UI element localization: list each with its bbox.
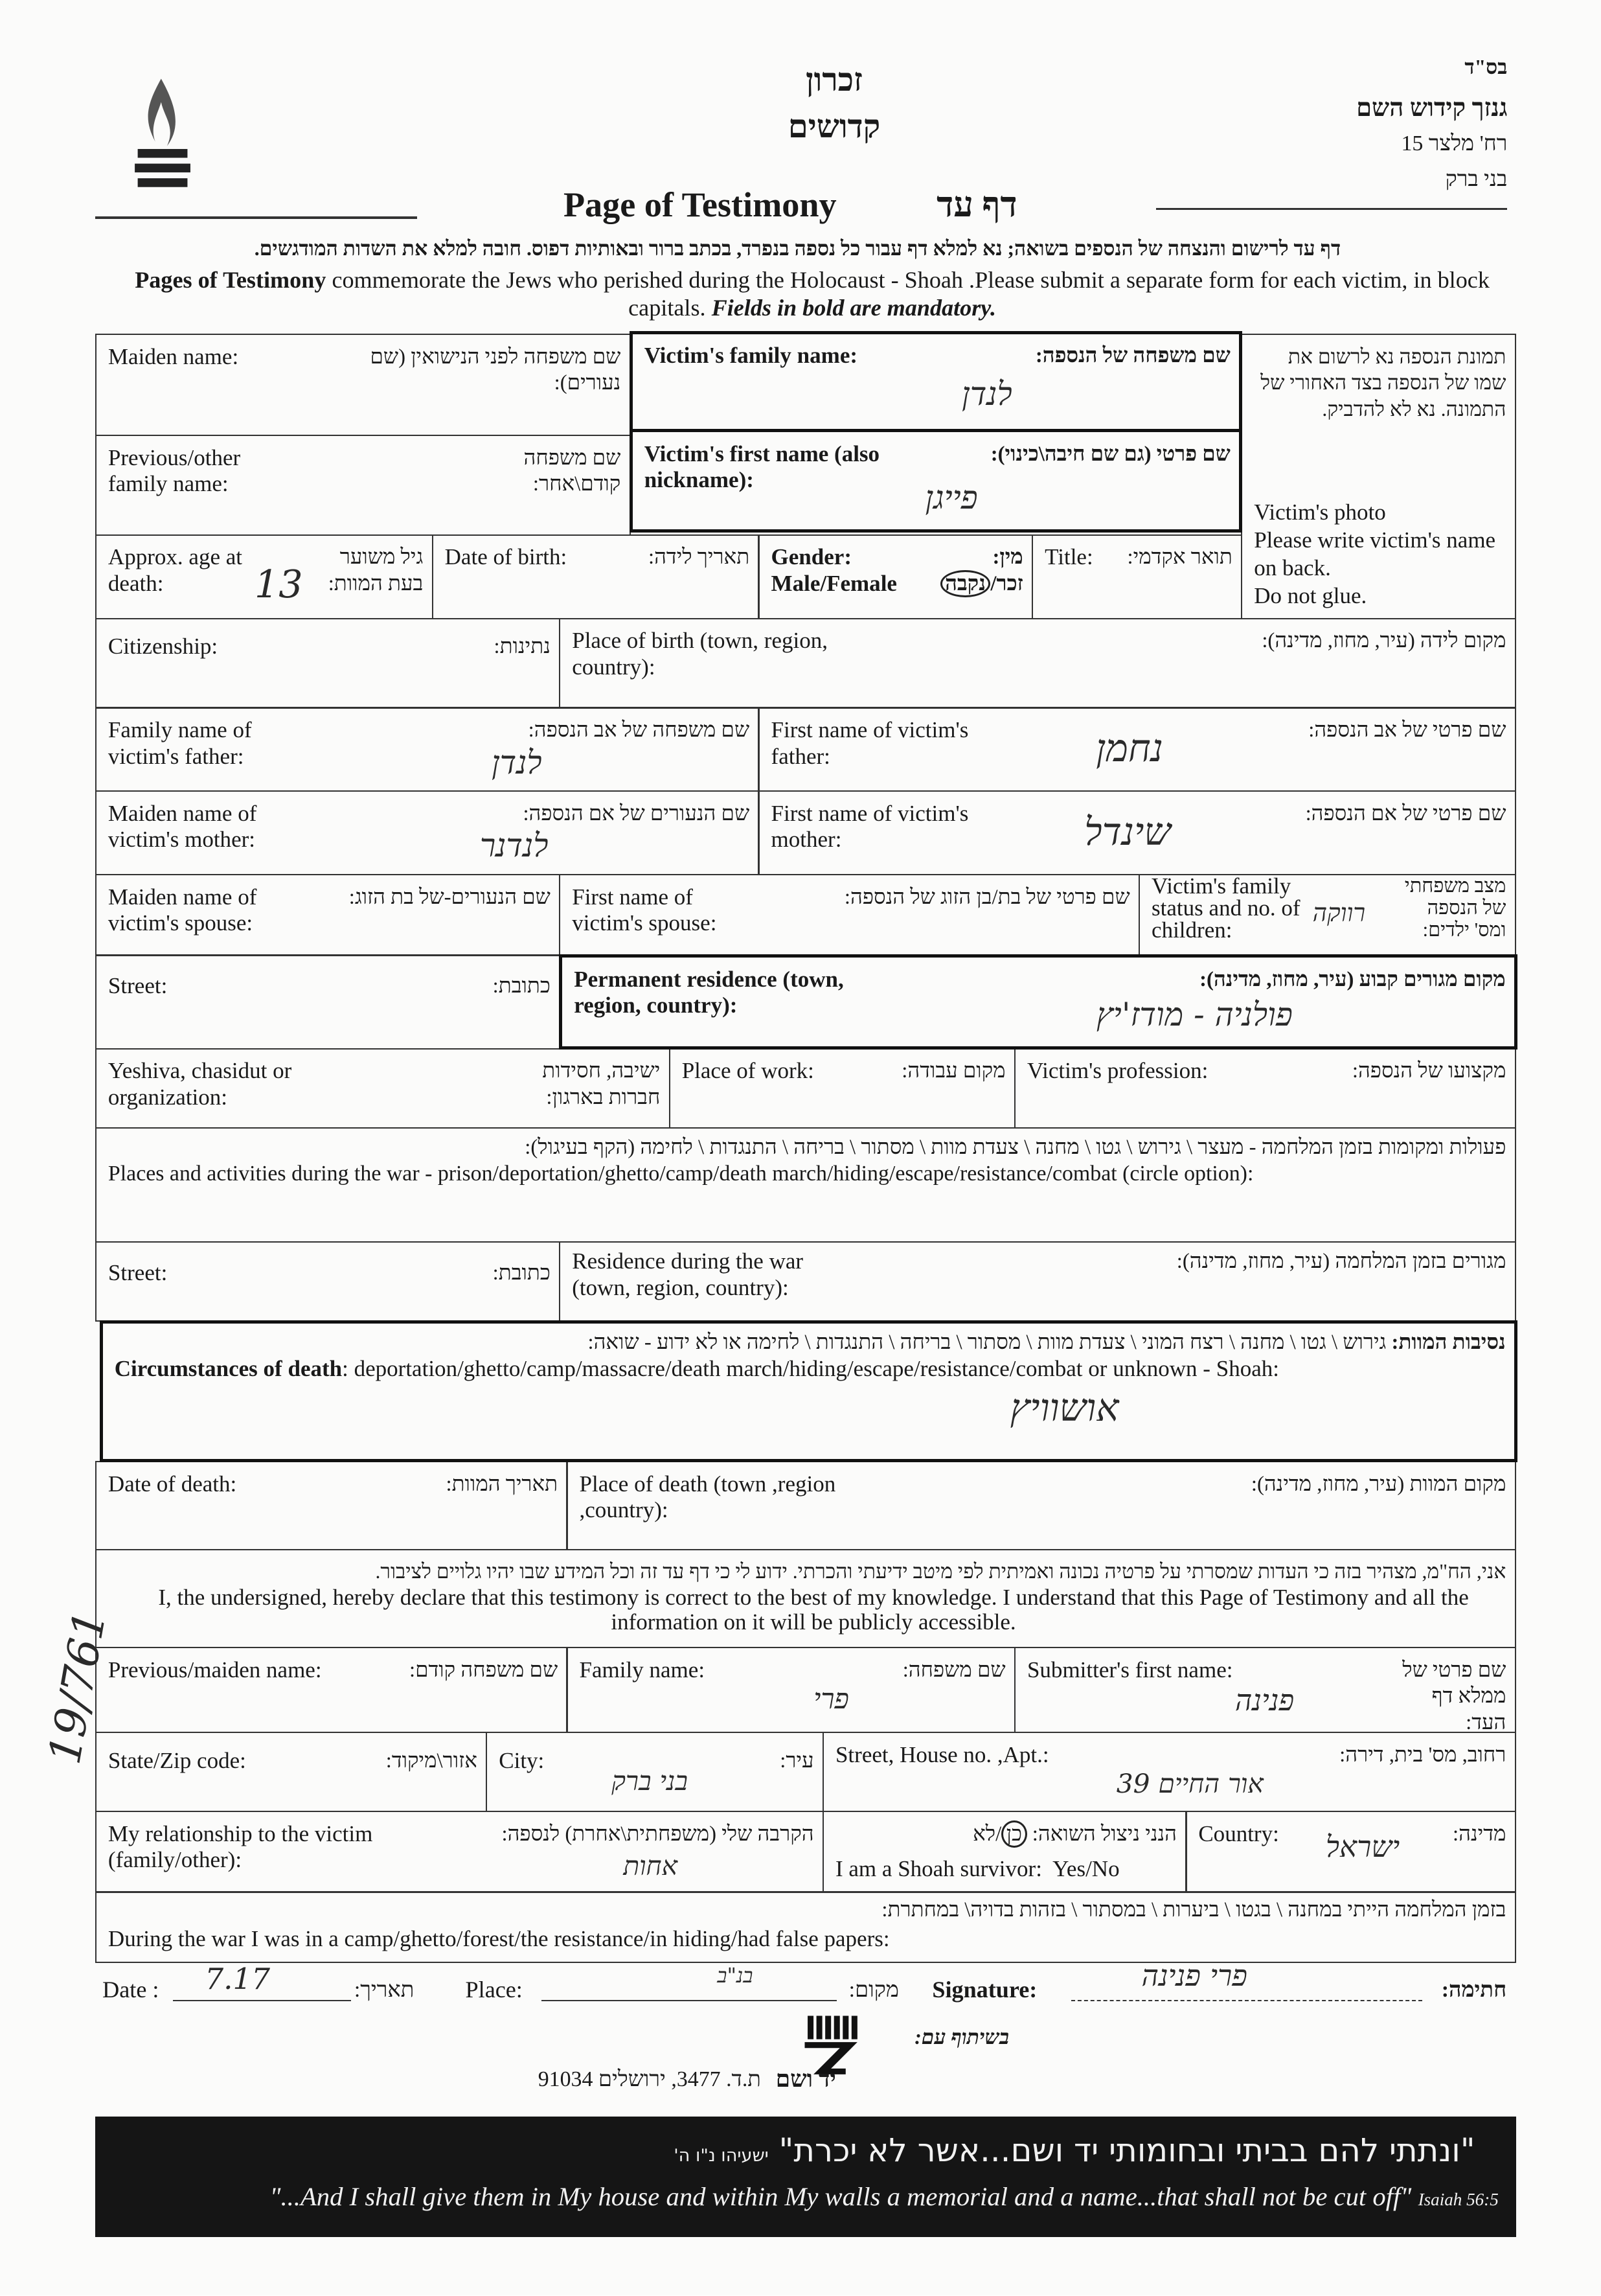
citizenship-field[interactable] <box>95 618 561 709</box>
gender-field[interactable] <box>758 534 1033 619</box>
mother-maiden-name-field[interactable] <box>95 790 760 875</box>
gender-female-option-circled[interactable]: נקבה <box>940 570 991 597</box>
org-city: בני ברק <box>1445 166 1508 191</box>
label-en: Victim's family name: <box>644 343 858 369</box>
label-en: Street: <box>108 1260 168 1286</box>
intro-en <box>109 266 1514 322</box>
divider <box>95 216 417 218</box>
city-field[interactable] <box>486 1732 824 1812</box>
label-he: נתינות: <box>494 635 551 659</box>
handwritten-value: נחמן <box>1096 726 1163 771</box>
label-en-options: : deportation/ghetto/camp/massacre/death march/hiding/escape/resistance/combat or unknown - Shoah: <box>342 1355 1279 1381</box>
handwritten-value: פרי <box>813 1683 849 1716</box>
signature-value: פרי פנינה <box>1141 1958 1247 1993</box>
label-he: מדינה: <box>1453 1822 1506 1846</box>
label-he: מקום מגורים קבוע (עיר, מחוז, מדינה): <box>1199 967 1506 991</box>
label-en: Previous/maiden name: <box>108 1657 322 1682</box>
place-value: בנ"ב <box>717 1964 753 1988</box>
label-he: מקום לידה (עיר, מחוז, מדינה): <box>1262 629 1506 653</box>
submitter-street-field[interactable] <box>823 1732 1516 1812</box>
date-line[interactable] <box>173 2000 352 2001</box>
date-of-birth-field[interactable] <box>432 534 760 619</box>
profession-field[interactable] <box>1014 1048 1516 1129</box>
state-zip-field[interactable] <box>95 1732 488 1812</box>
country-field[interactable] <box>1185 1811 1516 1893</box>
label-en: Places and activities during the war - prison/deportation/ghetto/camp/death march/hiding/escape/resistance/combat (circle option): <box>108 1161 1254 1186</box>
label-en: Victim's family status and no. of children: <box>1152 873 1300 943</box>
label-he: שם משפחה לפני הנישואין (שם נעורים): <box>370 345 621 395</box>
street-field[interactable] <box>95 954 561 1050</box>
victim-family-name-field[interactable] <box>630 331 1243 432</box>
handwritten-value: ישראל <box>1325 1830 1400 1865</box>
label-he: כתובת: <box>492 1261 551 1285</box>
quote-he-text: "ונתתי להם בביתי ובחומותי יד ושם...אשר לא יכרת" <box>778 2131 1475 2169</box>
photo-no-glue: Do not glue. <box>1254 583 1367 609</box>
handwritten-value: פייגן <box>925 479 978 517</box>
label-en: Date of death: <box>108 1471 237 1497</box>
quote-he <box>674 2131 1475 2169</box>
flame-logo-icon <box>117 76 205 193</box>
gender-label-he: מין: <box>992 545 1023 569</box>
handwritten-value: אור החיים 39 <box>1116 1768 1264 1800</box>
handwritten-value: אושוויץ <box>1010 1385 1119 1430</box>
label-en: Place of work: <box>681 1058 814 1084</box>
quote-en-text: "...And I shall give them in My house and within My walls a memorial and a name...that shall not be cut off" <box>269 2181 1412 2211</box>
label-he: שם משפחה קודם\אחר: <box>523 446 621 496</box>
handwritten-value: בני ברק <box>611 1765 688 1797</box>
signature-label: Signature: <box>932 1977 1038 2003</box>
declaration-he: אני, הח"מ, מצהיר בזה כי העדות שמסרתי על פרטיה נכונה ואמיתית לפי מיטב ידיעתי והכרתי. ידוע לי כי דף עד זה וכל המידע שבו יהיו גלויים לציבור. <box>375 1560 1506 1583</box>
approx-age-field[interactable] <box>95 534 433 619</box>
label-en: Maiden name of victim's spouse: <box>108 884 257 936</box>
place-of-death-field[interactable] <box>566 1461 1516 1550</box>
label-en: First name of victim's father: <box>771 717 969 769</box>
date-label-he: תאריך: <box>354 1977 414 2002</box>
label-he: גיל משוער בעת המוות: <box>328 545 424 595</box>
label-he <box>973 1821 1177 1848</box>
label-he-bold: נסיבות המוות: <box>1391 1331 1506 1355</box>
handwritten-value: לנדנר <box>479 827 549 865</box>
margin-note: 19/761 <box>38 1606 116 1768</box>
survivor-no[interactable]: /לא <box>973 1822 1002 1846</box>
during-war-field[interactable] <box>95 1891 1516 1963</box>
photo-instructions-he: תמונת הנספה נא לרשום את שמו של הנספה בצד האחורי של התמונה. נא לא להדביק. <box>1260 345 1506 421</box>
title-kedoshim: קדושים <box>788 109 881 145</box>
gender-male-option[interactable]: זכר/ <box>990 571 1023 595</box>
page-title-en: Page of Testimony <box>563 185 837 224</box>
label-he <box>940 544 1023 597</box>
place-label-he: מקום: <box>848 1977 899 2002</box>
label-he: מקום המוות (עיר, מחוז, מדינה): <box>1251 1472 1506 1496</box>
father-family-name-field[interactable] <box>95 707 760 792</box>
label-he: שם פרטי של בת/בן הזוג של הנספה: <box>844 885 1130 909</box>
label-he: מקום עבודה: <box>902 1059 1006 1083</box>
label-he: תאריך לידה: <box>648 545 750 569</box>
label-he: הקרבה שלי (משפחתית\אחרת) לנספה: <box>501 1822 814 1846</box>
label-he: מקצועו של הנספה: <box>1352 1059 1506 1083</box>
handwritten-value: אחות <box>623 1850 677 1881</box>
war-residence-field[interactable] <box>559 1241 1516 1322</box>
label-he: תואר אקדמי: <box>1127 545 1232 569</box>
handwritten-value: פולניה - מודז'יץ <box>1096 995 1293 1033</box>
father-first-name-field[interactable] <box>758 707 1516 792</box>
label-en: I am a Shoah survivor: Yes/No <box>835 1855 1120 1881</box>
label-en: Street, House no. ,Apt.: <box>835 1741 1049 1767</box>
war-activities-field[interactable] <box>95 1127 1516 1243</box>
label-he: שם פרטי של ממלא דף העד: <box>1402 1658 1506 1734</box>
shoah-survivor-field[interactable] <box>823 1811 1187 1893</box>
yad-vashem-address: ת.ד. 3477, ירושלים 91034 <box>538 2067 761 2091</box>
place-label: Place: <box>465 1977 523 2003</box>
label-en: My relationship to the victim (family/other): <box>108 1820 373 1873</box>
quote-en <box>124 2181 1499 2212</box>
label-he: שם פרטי של אב הנספה: <box>1308 718 1506 742</box>
date-of-death-field[interactable] <box>95 1461 568 1550</box>
yad-vashem-name: יד ושם <box>775 2066 836 2093</box>
handwritten-value: לנדן <box>491 743 542 781</box>
date-label: Date : <box>102 1977 159 2003</box>
label-en: City: <box>499 1747 545 1773</box>
intro-en-bold: Pages of Testimony <box>135 267 326 293</box>
survivor-yes-circled[interactable]: כן <box>1001 1820 1027 1848</box>
declaration <box>95 1549 1516 1649</box>
label-he: אזור\מיקוד: <box>385 1749 477 1773</box>
label-en: First name of victim's spouse: <box>572 884 717 936</box>
label-he: ישיבה, חסידות חברות בארגון: <box>542 1059 661 1110</box>
previous-family-name-field[interactable] <box>95 435 631 536</box>
label-he: תאריך המוות: <box>446 1472 558 1496</box>
label-he: שם משפחה של אב הנספה: <box>528 718 750 742</box>
relationship-field[interactable] <box>95 1811 824 1893</box>
quote-en-ref: Isaiah 56:5 <box>1418 2189 1499 2209</box>
label-en: Approx. age at death: <box>108 544 243 596</box>
label-en: Maiden name: <box>108 343 239 369</box>
label-en: Submitter's first name: <box>1027 1657 1233 1682</box>
label-he: שם פרטי (גם שם חיבה\כינוי): <box>990 442 1231 466</box>
label-en: Place of birth (town, region, country): <box>572 628 828 680</box>
label-he: שם משפחה של הנספה: <box>1035 344 1231 368</box>
label-en: Family name of victim's father: <box>108 717 252 769</box>
label-en: Citizenship: <box>108 634 218 660</box>
page-title-he: דף עד <box>937 185 1017 224</box>
handwritten-value: שינדל <box>1084 809 1171 855</box>
bsd: בס"ד <box>1464 55 1508 78</box>
label-en-bold: Circumstances of death <box>114 1355 343 1381</box>
label-he: כתובת: <box>492 974 551 998</box>
label-he: שם הנעורים-של בת הזוג: <box>348 885 551 909</box>
spouse-maiden-name-field[interactable] <box>95 874 561 956</box>
label-he: שם פרטי של אם הנספה: <box>1305 801 1506 825</box>
handwritten-value: פנינה <box>1234 1683 1295 1718</box>
label-he: שם משפחה: <box>902 1658 1006 1682</box>
label-en: Place of death (town ,region ,country): <box>579 1471 836 1523</box>
submitter-family-name-field[interactable] <box>566 1647 1016 1733</box>
label-en: Country: <box>1198 1820 1279 1846</box>
org-street: רח' מלצר 15 <box>1401 132 1508 156</box>
family-status-field[interactable] <box>1139 874 1516 956</box>
label-he-options: גירוש \ גטו \ מחנה \ רצח המוני \ צעדת מוות \ מסתור \ בריחה \ התנגדות \ לחימה או לא ידוע - שואה: <box>587 1331 1392 1355</box>
signature-label-he: חתימה: <box>1441 1977 1507 2002</box>
label-he: שם הנעורים של אם הנספה: <box>523 801 750 825</box>
label-en <box>115 1356 1279 1383</box>
intro-en-mandatory: Fields in bold are mandatory. <box>711 295 996 321</box>
org-name: גנזך קידוש השם <box>1356 94 1508 122</box>
quote-he-ref: ישעיהו נ"ו ה' <box>674 2145 769 2166</box>
handwritten-value: לנדן <box>962 374 1012 413</box>
label-en: Maiden name of victim's mother: <box>108 800 257 853</box>
maiden-name-field[interactable] <box>95 334 631 436</box>
declaration-en: I, the undersigned, hereby declare that this testimony is correct to the best of my knowledge. I understand that this Page of Testimony and all the information on it will be publicly accessible. <box>158 1584 1469 1635</box>
permanent-residence-field[interactable] <box>559 954 1517 1050</box>
place-of-work-field[interactable] <box>669 1048 1016 1129</box>
label-he <box>588 1329 1506 1356</box>
label-en: Date of birth: <box>444 544 567 570</box>
label-en <box>771 544 897 597</box>
logo <box>117 76 205 193</box>
photo-label: Victim's photo <box>1254 499 1386 525</box>
label-en: Victim's first name (also nickname): <box>644 441 880 493</box>
circumstances-of-death-field[interactable] <box>100 1320 1518 1462</box>
photo-instruction: Please write victim's name on back. <box>1254 527 1496 581</box>
survivor-label-he: הנני ניצול השואה: <box>1032 1822 1177 1846</box>
signature-line[interactable] <box>1071 2000 1422 2001</box>
label-en: First name of victim's mother: <box>771 800 969 853</box>
label-he: בזמן המלחמה הייתי במחנה \ בגטו \ ביערות \ במסתור \ בזהות בדויה\ במחתרת: <box>881 1898 1506 1922</box>
label-en: Permanent residence (town, region, country): <box>574 966 844 1018</box>
mother-first-name-field[interactable] <box>758 790 1516 875</box>
label-he: שם משפחה קודם: <box>409 1658 558 1682</box>
in-cooperation-label: בשיתוף עם: <box>914 2026 1010 2049</box>
victim-photo-box[interactable] <box>1241 334 1516 619</box>
label-en: Yeshiva, chasidut or organization: <box>108 1058 292 1110</box>
title-zikaron: זכרון <box>805 62 863 98</box>
label-he: רחוב, מס' בית, דירה: <box>1339 1743 1506 1767</box>
label-he: מצב משפחתי של הנספה ומס' ילדים: <box>1404 874 1506 941</box>
gender-label: Gender: <box>771 544 852 570</box>
label-en: Residence during the war (town, region, country): <box>572 1248 804 1300</box>
date-value: 7.17 <box>205 1961 270 1996</box>
place-of-birth-field[interactable] <box>559 618 1516 709</box>
title-field[interactable] <box>1032 534 1242 619</box>
label-en: Street: <box>108 973 168 999</box>
handwritten-value: רווקה <box>1312 899 1366 928</box>
divider <box>1156 208 1507 210</box>
yeshiva-field[interactable] <box>95 1048 670 1129</box>
handwritten-value: 13 <box>254 562 303 607</box>
intro-en-text: commemorate the Jews who perished during the Holocaust - Shoah .Please submit a separate form for each victim, in block capitals. <box>326 267 1490 321</box>
victim-first-name-field[interactable] <box>630 429 1243 533</box>
label-en: During the war I was in a camp/ghetto/forest/the resistance/in hiding/had false papers: <box>108 1926 890 1952</box>
submitter-previous-name-field[interactable] <box>95 1647 568 1733</box>
label-en: Family name: <box>579 1657 705 1682</box>
label-en: Title: <box>1045 544 1093 570</box>
label-he: פעולות ומקומות בזמן המלחמה - מעצר \ גירוש \ גטו \ מחנה \ צעדת מוות \ מסתור \ בריחה \ התנגדות \ לחימה (הקף בעיגול): <box>525 1135 1506 1159</box>
intro-he: דף עד לרישום והנצחה של הנספים בשואה; נא למלא דף עבור כל נספה בנפרד, בכתב ברור ובאותיות דפוס. חובה למלא את השדות המודגשים. <box>254 237 1341 260</box>
war-street-field[interactable] <box>95 1241 561 1322</box>
label-he: מגורים בזמן המלחמה (עיר, מחוז, מדינה): <box>1176 1250 1506 1274</box>
submitter-first-name-field[interactable] <box>1014 1647 1516 1733</box>
label-en: Victim's profession: <box>1027 1058 1209 1084</box>
gender-options: Male/Female <box>771 570 897 596</box>
spouse-first-name-field[interactable] <box>559 874 1140 956</box>
place-line[interactable] <box>541 2000 837 2001</box>
label-he: עיר: <box>780 1749 814 1773</box>
label-en: Previous/other family name: <box>108 444 241 497</box>
label-en: State/Zip code: <box>108 1747 246 1773</box>
quote-banner <box>95 2117 1516 2236</box>
